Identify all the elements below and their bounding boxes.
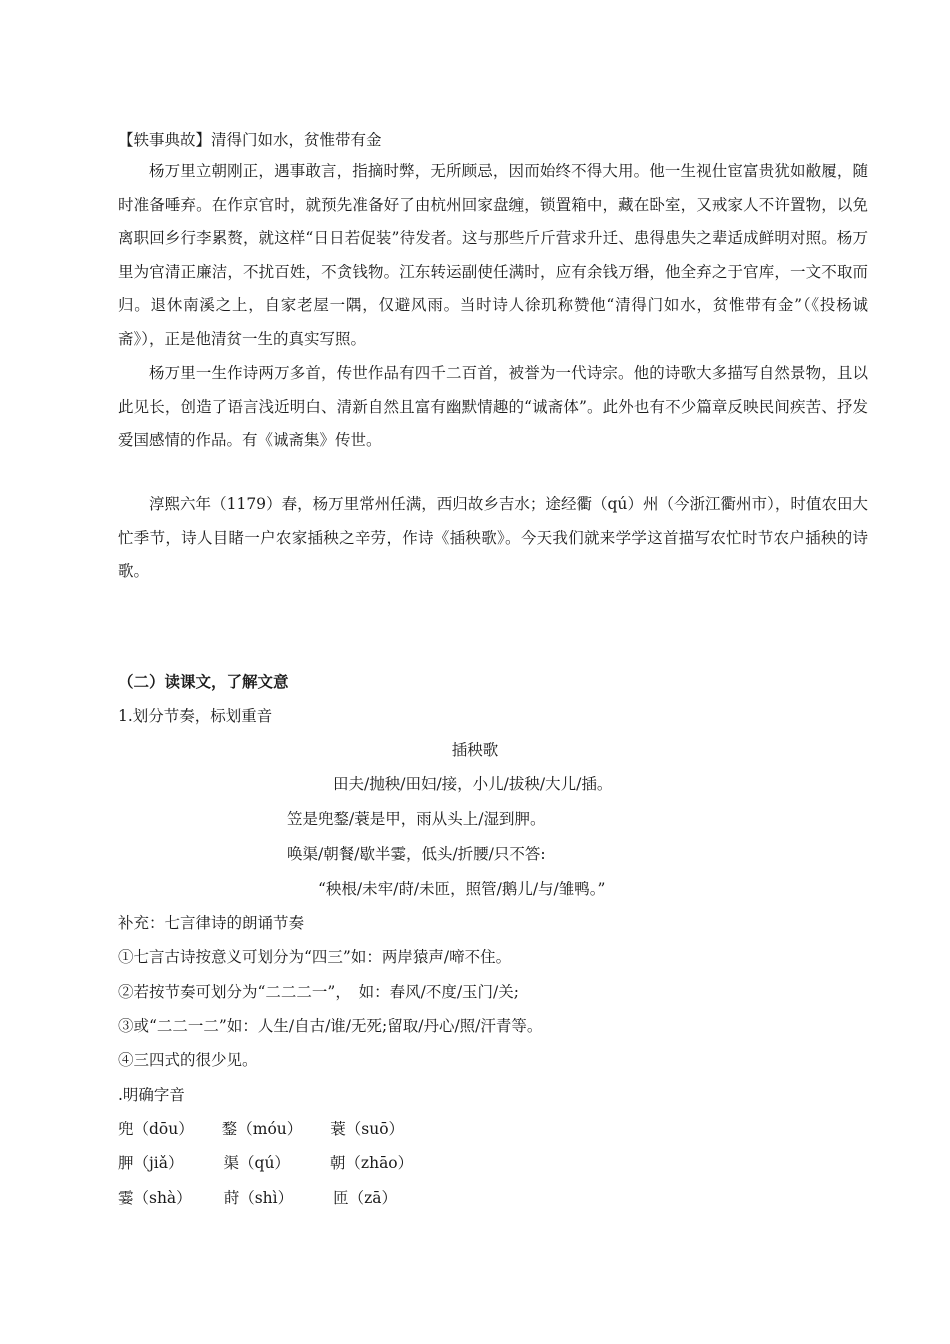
anecdote-heading: 【轶事典故】清得门如水，贫惟带有金 — [118, 131, 382, 149]
poem-line: 田夫/抛秧/田妇/接，小儿/拔秧/大儿/插。 — [333, 775, 613, 793]
pronunciation-entry: 霎（shà） — [118, 1189, 192, 1207]
poem-line: “秧根/未牢/莳/未匝，照管/鹅儿/与/雏鸭。” — [318, 880, 606, 898]
pronunciation-entry: 匝（zā） — [333, 1189, 398, 1207]
pronunciation-entry: 渠（qú） — [223, 1154, 290, 1172]
pronunciation-row — [118, 1188, 397, 1208]
pronunciation-entry: 胛（jiǎ） — [118, 1154, 184, 1172]
anecdote-paragraph-3: 淳熙六年（1179）春，杨万里常州任满，西归故乡吉水；途经衢（qú）州（今浙江衢州市），时值农田大忙季节，诗人目睹一户农家插秧之辛劳，作诗《插秧歌》。今天我们就来学学这首描写农忙时节农户插秧的诗歌。 — [118, 495, 868, 581]
supplement-item: ②若按节奏可划分为“二二二一”， 如：春风/不度/玉门/关; — [118, 983, 519, 1001]
pronunciation-entry: 鍪（móu） — [221, 1120, 303, 1138]
rhythm-instruction: 1.划分节奏，标划重音 — [118, 707, 273, 725]
pronunciation-entry: 兜（dōu） — [118, 1120, 194, 1138]
poem-title: 插秧歌 — [451, 741, 499, 759]
poem-line: 唤渠/朝餐/歇半霎，低头/折腰/只不答: — [287, 845, 546, 863]
pronunciation-row — [118, 1153, 413, 1173]
supplement-title: 补充：七言律诗的朗诵节奏 — [118, 914, 305, 932]
section-heading: （二）读课文，了解文意 — [118, 672, 289, 691]
pronunciation-entry: 朝（zhāo） — [329, 1154, 414, 1172]
supplement-item: ①七言古诗按意义可划分为“四三”如：两岸猿声/啼不住。 — [118, 948, 512, 966]
supplement-item: ③或“二二一二”如：人生/自古/谁/无死;留取/丹心/照/汗青等。 — [118, 1017, 543, 1035]
supplement-item: ④三四式的很少见。 — [118, 1051, 258, 1069]
anecdote-paragraph-2: 杨万里一生作诗两万多首，传世作品有四千二百首，被誉为一代诗宗。他的诗歌大多描写自然景物，且以此见长，创造了语言浅近明白、清新自然且富有幽默情趣的“诚斋体”。此外也有不少篇章反映民间疾苦、抒发爱国感情的作品。有《诚斋集》传世。 — [118, 364, 868, 450]
pronunciation-row — [118, 1119, 404, 1139]
poem-line: 笠是兜鍪/蓑是甲，雨从头上/湿到胛。 — [287, 810, 546, 828]
pronunciation-entry: 蓑（suō） — [330, 1120, 405, 1138]
anecdote-paragraph-1: 杨万里立朝刚正，遇事敢言，指摘时弊，无所顾忌，因而始终不得大用。他一生视仕宦富贵犹如敝履，随时准备唾弃。在作京官时，就预先准备好了由杭州回家盘缠，锁置箱中，藏在卧室，又戒家人不许置物，以免离职回乡行李累赘，就这样“日日若促装”待发者。这与那些斤斤营求升迁、患得患失之辈适成鲜明对照。杨万里为官清正廉洁，不扰百姓，不贪钱物。江东转运副使任满时，应有余钱万缗，他全弃之于官库，一文不取而归。退休南溪之上，自家老屋一隅，仅避风雨。当时诗人徐玑称赞他“清得门如水，贫惟带有金”（《投杨诚斋》），正是他清贫一生的真实写照。 — [118, 162, 868, 348]
pronunciation-title: .明确字音 — [118, 1086, 185, 1104]
pronunciation-entry: 莳（shì） — [223, 1189, 294, 1207]
